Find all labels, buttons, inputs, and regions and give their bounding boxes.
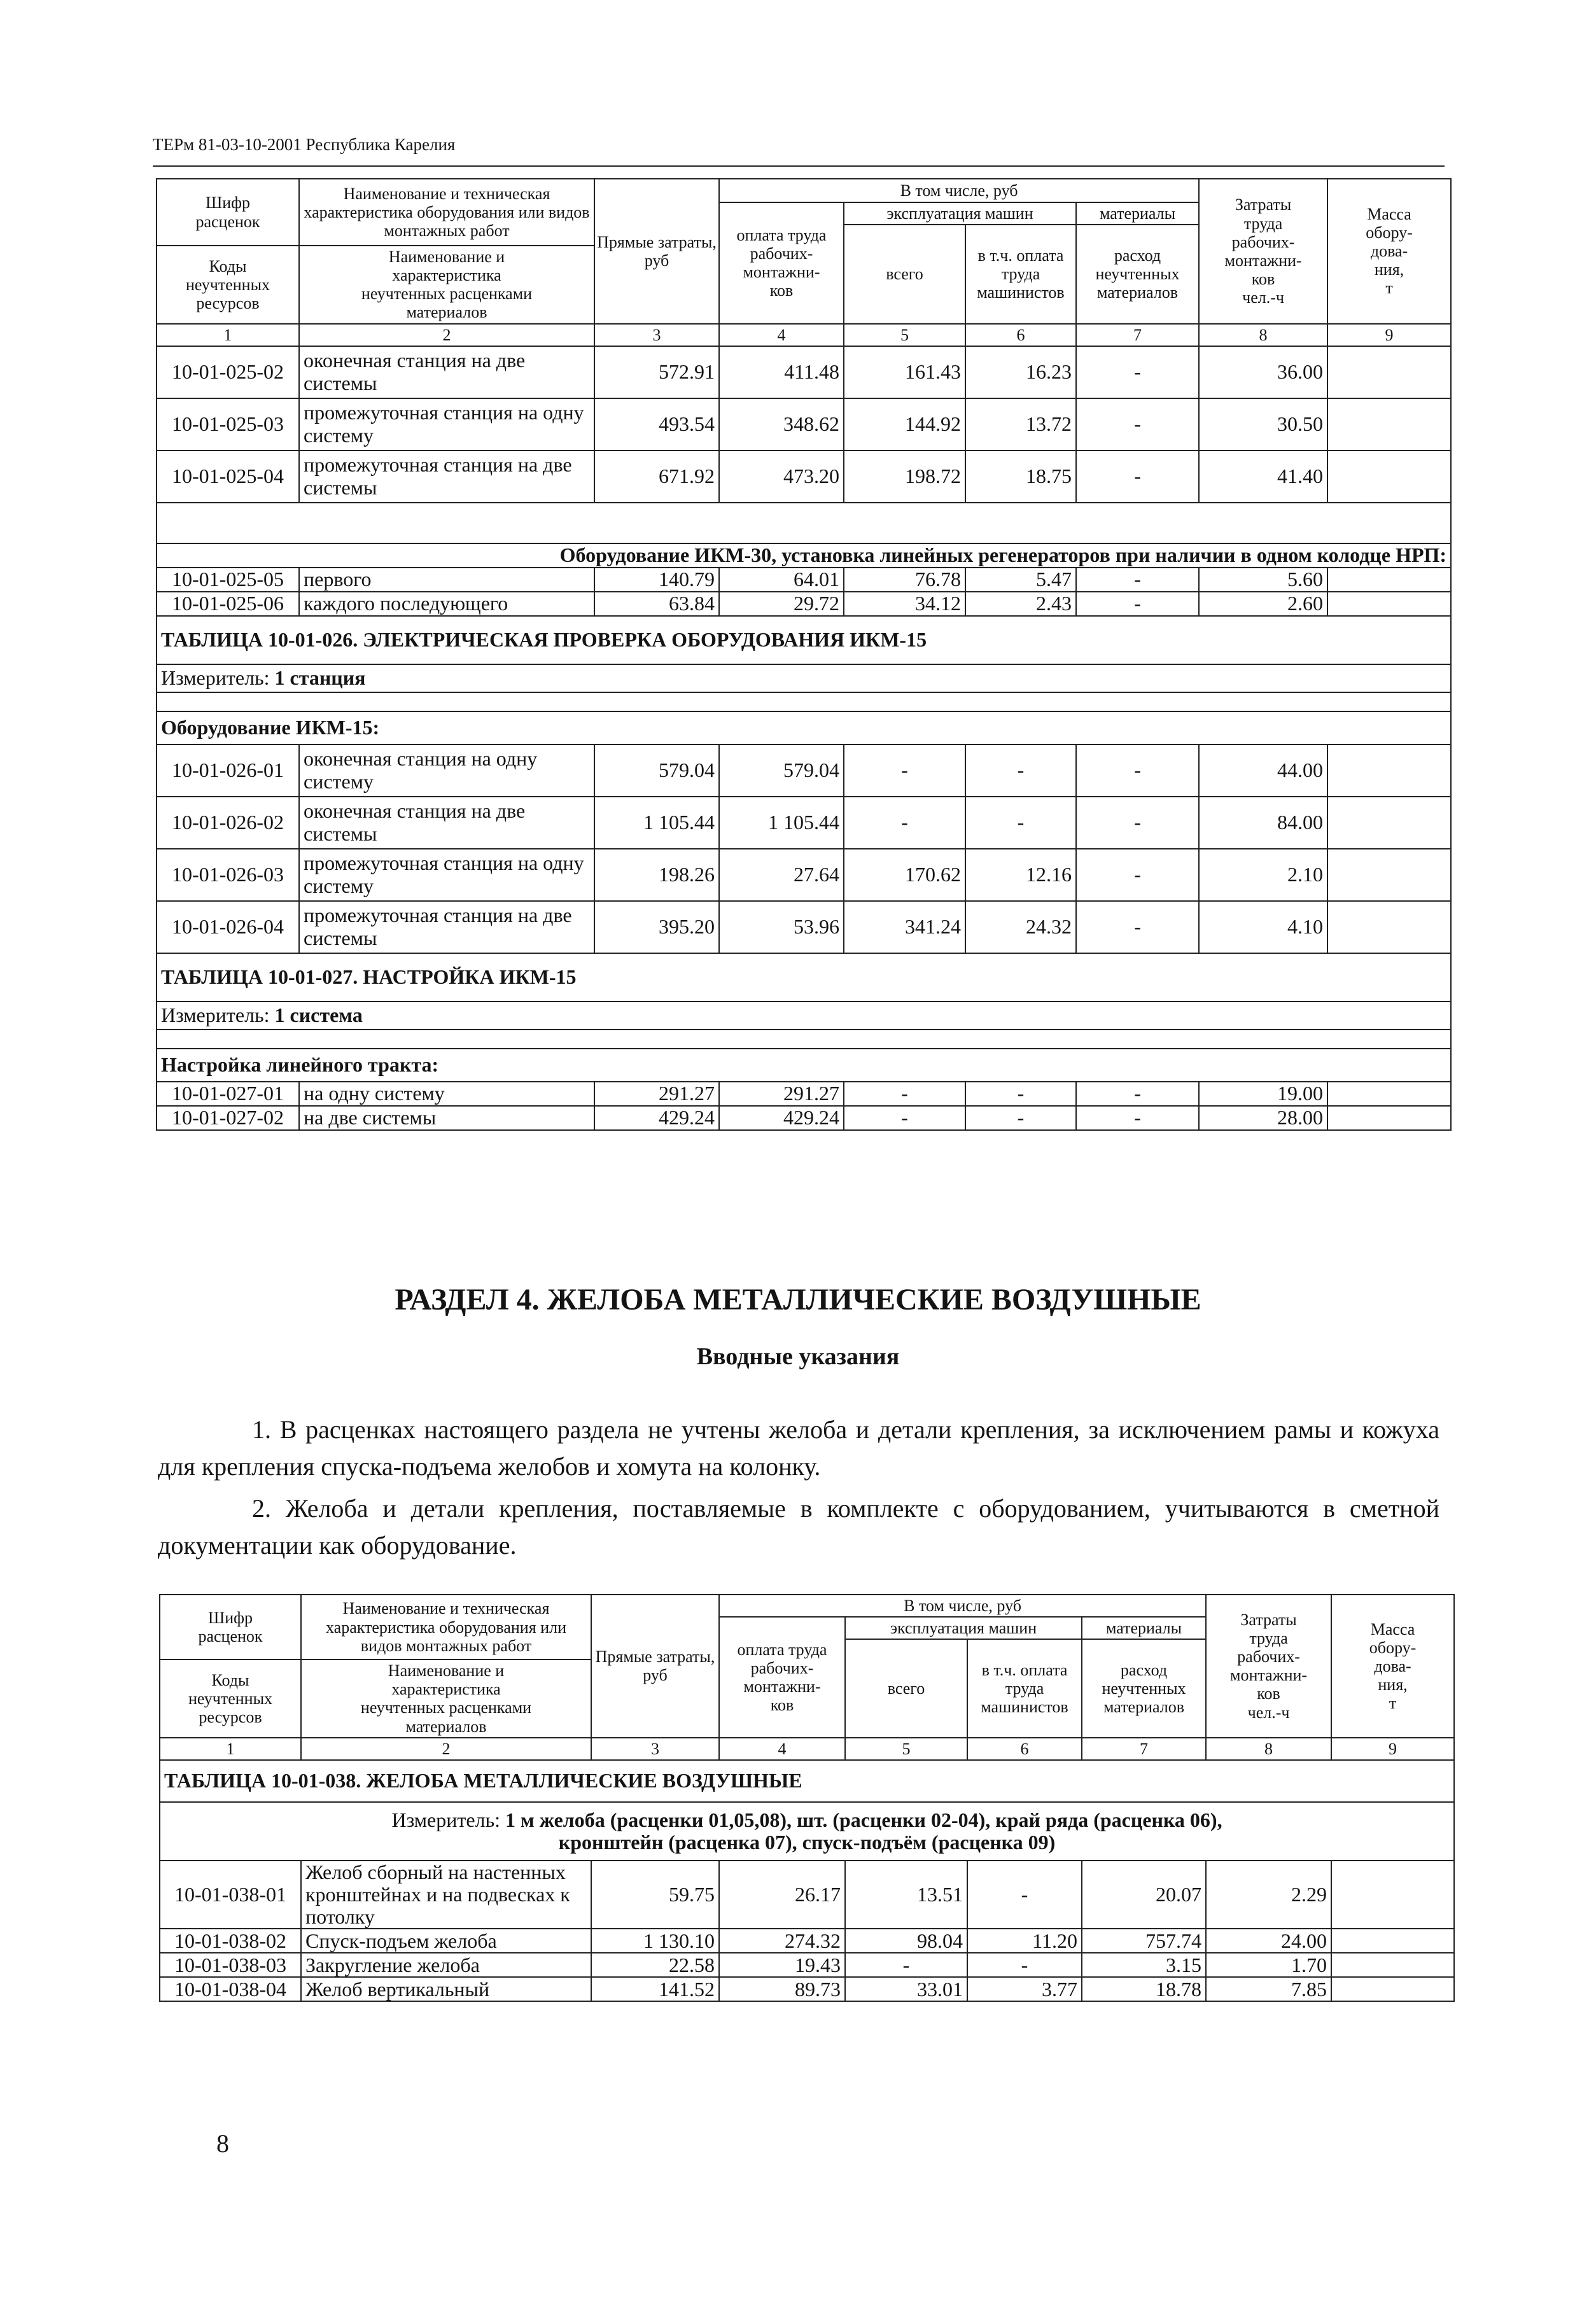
work-name: промежуточная станция на две системы <box>299 451 594 503</box>
col-header-machines: эксплуатация машин <box>844 202 1076 225</box>
rate-code: 10-01-038-04 <box>160 1977 301 2001</box>
mass <box>1331 1929 1454 1953</box>
machines-pay: - <box>965 1106 1076 1130</box>
rate-code: 10-01-038-01 <box>160 1861 301 1929</box>
col-header-name-unaccounted: Наименование и характеристика неучтенных расценками материалов <box>301 1660 591 1737</box>
labor-pay: 291.27 <box>719 1082 844 1106</box>
table-row <box>157 346 1451 398</box>
col-number: 6 <box>965 324 1076 346</box>
direct-cost: 572.91 <box>594 346 719 398</box>
section-subtitle: Вводные указания <box>696 1343 900 1370</box>
labor-pay: 411.48 <box>719 346 844 398</box>
machines-total: 34.12 <box>844 592 965 616</box>
direct-cost: 22.58 <box>591 1953 719 1977</box>
direct-cost: 140.79 <box>594 568 719 592</box>
table-row <box>157 1082 1451 1106</box>
mass <box>1327 901 1451 953</box>
work-name: оконечная станция на две системы <box>299 797 594 849</box>
col-number: 7 <box>1082 1738 1206 1760</box>
measure-unit: Измеритель: 1 м желоба (расценки 01,05,08), шт. (расценки 02-04), край ряда (расценка 06), кронштейн (расценка 07), спуск-подъём (расценка 09) <box>160 1802 1454 1861</box>
rate-code: 10-01-026-04 <box>157 901 299 953</box>
col-header-code: Шифр расценок <box>160 1595 301 1660</box>
materials: 18.78 <box>1082 1977 1206 2001</box>
machines-total: - <box>844 744 965 797</box>
measure-unit: Измеритель: 1 станция <box>157 664 1451 692</box>
col-header-direct: Прямые затраты, руб <box>594 179 719 324</box>
machines-pay: - <box>965 797 1076 849</box>
direct-cost: 63.84 <box>594 592 719 616</box>
work-name: первого <box>299 568 594 592</box>
materials: - <box>1076 744 1199 797</box>
rate-code: 10-01-026-01 <box>157 744 299 797</box>
direct-cost: 141.52 <box>591 1977 719 2001</box>
mass <box>1327 398 1451 451</box>
machines-total: 13.51 <box>845 1861 967 1929</box>
machines-pay: 2.43 <box>965 592 1076 616</box>
rate-code: 10-01-038-02 <box>160 1929 301 1953</box>
table-row <box>157 398 1451 451</box>
table-row <box>157 592 1451 616</box>
mass <box>1327 451 1451 503</box>
materials: - <box>1076 797 1199 849</box>
labor-hours: 19.00 <box>1199 1082 1327 1106</box>
machines-pay: 11.20 <box>967 1929 1082 1953</box>
work-name: на две системы <box>299 1106 594 1130</box>
labor-pay: 473.20 <box>719 451 844 503</box>
machines-total: 98.04 <box>845 1929 967 1953</box>
machines-total: - <box>844 797 965 849</box>
mass <box>1331 1861 1454 1929</box>
table-row <box>157 849 1451 901</box>
machines-total: 198.72 <box>844 451 965 503</box>
labor-hours: 2.29 <box>1206 1861 1331 1929</box>
mass <box>1327 1082 1451 1106</box>
rate-code: 10-01-025-06 <box>157 592 299 616</box>
col-number: 2 <box>301 1738 591 1760</box>
labor-hours: 4.10 <box>1199 901 1327 953</box>
table-row <box>157 1106 1451 1130</box>
materials: - <box>1076 568 1199 592</box>
machines-total: - <box>844 1106 965 1130</box>
col-number: 9 <box>1327 324 1451 346</box>
group-heading: Оборудование ИКМ-15: <box>157 711 1451 744</box>
work-name: оконечная станция на одну систему <box>299 744 594 797</box>
col-header-labor: Затраты труда рабочих- монтажни- ков чел.-ч <box>1206 1595 1331 1738</box>
labor-hours: 5.60 <box>1199 568 1327 592</box>
col-header-materials-unacc: расход неучтенных материалов <box>1082 1639 1206 1737</box>
rates-table-1 <box>156 178 1452 1131</box>
labor-pay: 19.43 <box>719 1953 845 1977</box>
col-header-machines: эксплуатация машин <box>845 1617 1082 1639</box>
labor-hours: 30.50 <box>1199 398 1327 451</box>
col-header-labor-pay: оплата труда рабочих- монтажни- ков <box>719 202 844 324</box>
table-row <box>160 1929 1454 1953</box>
materials: - <box>1076 346 1199 398</box>
col-header-labor: Затраты труда рабочих- монтажни- ков чел.-ч <box>1199 179 1327 324</box>
table-title: ТАБЛИЦА 10-01-027. НАСТРОЙКА ИКМ-15 <box>157 953 1451 1002</box>
table-row <box>157 568 1451 592</box>
rate-code: 10-01-026-03 <box>157 849 299 901</box>
col-header-machines-pay: в т.ч. оплата труда машинистов <box>967 1639 1082 1737</box>
intro-paragraph-2: 2. Желоба и детали крепления, поставляемые в комплекте с оборудованием, учитываются в сметной документации как оборудование. <box>158 1494 1439 1560</box>
measure-unit: Измеритель: 1 система <box>157 1002 1451 1030</box>
materials: - <box>1076 592 1199 616</box>
col-header-machines-total: всего <box>845 1639 967 1737</box>
direct-cost: 59.75 <box>591 1861 719 1929</box>
col-header-direct: Прямые затраты, руб <box>591 1595 719 1738</box>
work-name: промежуточная станция на одну систему <box>299 849 594 901</box>
col-number: 1 <box>160 1738 301 1760</box>
col-number: 3 <box>591 1738 719 1760</box>
labor-hours: 44.00 <box>1199 744 1327 797</box>
intro-paragraph-1: 1. В расценках настоящего раздела не учтены желоба и детали крепления, за исключением рамы и кожуха для крепления спуска-подъема желобов и хомута на колонку. <box>158 1415 1439 1481</box>
col-header-mass: Масса обору- дова- ния, т <box>1331 1595 1454 1738</box>
table-row <box>157 797 1451 849</box>
rate-code: 10-01-025-02 <box>157 346 299 398</box>
materials: - <box>1076 398 1199 451</box>
col-header-labor-pay: оплата труда рабочих- монтажни- ков <box>719 1617 845 1738</box>
direct-cost: 395.20 <box>594 901 719 953</box>
mass <box>1327 744 1451 797</box>
col-header-materials-unacc: расход неучтенных материалов <box>1076 225 1199 323</box>
direct-cost: 671.92 <box>594 451 719 503</box>
work-name: Желоб вертикальный <box>301 1977 591 2001</box>
labor-hours: 36.00 <box>1199 346 1327 398</box>
machines-pay: 16.23 <box>965 346 1076 398</box>
page-number: 8 <box>216 2129 229 2158</box>
col-number: 8 <box>1206 1738 1331 1760</box>
mass <box>1327 1106 1451 1130</box>
machines-pay: 12.16 <box>965 849 1076 901</box>
machines-total: 76.78 <box>844 568 965 592</box>
table-row <box>157 451 1451 503</box>
machines-pay: - <box>967 1861 1082 1929</box>
col-number: 6 <box>967 1738 1082 1760</box>
rate-code: 10-01-025-04 <box>157 451 299 503</box>
materials: 757.74 <box>1082 1929 1206 1953</box>
machines-pay: 24.32 <box>965 901 1076 953</box>
work-name: Спуск-подъем желоба <box>301 1929 591 1953</box>
rate-code: 10-01-027-02 <box>157 1106 299 1130</box>
materials: - <box>1076 451 1199 503</box>
table-row <box>157 901 1451 953</box>
col-header-name: Наименование и техническая характеристика оборудования или видов монтажных работ <box>301 1595 591 1660</box>
col-number: 8 <box>1199 324 1327 346</box>
labor-pay: 348.62 <box>719 398 844 451</box>
work-name: промежуточная станция на две системы <box>299 901 594 953</box>
machines-pay: - <box>967 1953 1082 1977</box>
labor-pay: 53.96 <box>719 901 844 953</box>
rate-code: 10-01-025-03 <box>157 398 299 451</box>
direct-cost: 1 130.10 <box>591 1929 719 1953</box>
header-rule <box>153 165 1445 167</box>
labor-pay: 274.32 <box>719 1929 845 1953</box>
col-header-including: В том числе, руб <box>719 179 1199 202</box>
col-number: 5 <box>844 324 965 346</box>
work-name: промежуточная станция на одну систему <box>299 398 594 451</box>
table-row <box>160 1953 1454 1977</box>
col-number: 7 <box>1076 324 1199 346</box>
materials: 20.07 <box>1082 1861 1206 1929</box>
labor-pay: 1 105.44 <box>719 797 844 849</box>
direct-cost: 198.26 <box>594 849 719 901</box>
materials: 3.15 <box>1082 1953 1206 1977</box>
machines-pay: - <box>965 744 1076 797</box>
materials: - <box>1076 849 1199 901</box>
col-number: 9 <box>1331 1738 1454 1760</box>
labor-hours: 2.10 <box>1199 849 1327 901</box>
labor-hours: 28.00 <box>1199 1106 1327 1130</box>
running-header: ТЕРм 81-03-10-2001 Республика Карелия <box>153 135 456 154</box>
labor-pay: 27.64 <box>719 849 844 901</box>
direct-cost: 429.24 <box>594 1106 719 1130</box>
col-header-codes-unaccounted: Коды неучтенных ресурсов <box>160 1660 301 1737</box>
machines-pay: 18.75 <box>965 451 1076 503</box>
labor-pay: 29.72 <box>719 592 844 616</box>
machines-pay: - <box>965 1082 1076 1106</box>
labor-pay: 579.04 <box>719 744 844 797</box>
labor-hours: 2.60 <box>1199 592 1327 616</box>
col-header-machines-pay: в т.ч. оплата труда машинистов <box>965 225 1076 323</box>
labor-hours: 41.40 <box>1199 451 1327 503</box>
rates-table-2 <box>159 1594 1455 2002</box>
direct-cost: 1 105.44 <box>594 797 719 849</box>
mass <box>1327 592 1451 616</box>
mass <box>1327 346 1451 398</box>
mass <box>1331 1977 1454 2001</box>
col-number: 1 <box>157 324 299 346</box>
materials: - <box>1076 1106 1199 1130</box>
col-header-mass: Масса обору- дова- ния, т <box>1327 179 1451 324</box>
machines-total: 161.43 <box>844 346 965 398</box>
rate-code: 10-01-038-03 <box>160 1953 301 1977</box>
mass <box>1327 568 1451 592</box>
labor-pay: 64.01 <box>719 568 844 592</box>
col-header-materials: материалы <box>1076 202 1199 225</box>
machines-total: - <box>845 1953 967 1977</box>
col-number: 3 <box>594 324 719 346</box>
direct-cost: 291.27 <box>594 1082 719 1106</box>
labor-hours: 1.70 <box>1206 1953 1331 1977</box>
machines-total: 170.62 <box>844 849 965 901</box>
labor-hours: 7.85 <box>1206 1977 1331 2001</box>
machines-total: - <box>844 1082 965 1106</box>
mass <box>1327 797 1451 849</box>
col-header-name: Наименование и техническая характеристика оборудования или видов монтажных работ <box>299 179 594 246</box>
direct-cost: 493.54 <box>594 398 719 451</box>
col-number: 2 <box>299 324 594 346</box>
section-title: РАЗДЕЛ 4. ЖЕЛОБА МЕТАЛЛИЧЕСКИЕ ВОЗДУШНЫЕ <box>395 1283 1201 1317</box>
rate-code: 10-01-026-02 <box>157 797 299 849</box>
machines-pay: 13.72 <box>965 398 1076 451</box>
col-header-including: В том числе, руб <box>719 1595 1206 1617</box>
col-header-codes-unaccounted: Коды неучтенных ресурсов <box>157 246 299 323</box>
col-header-machines-total: всего <box>844 225 965 323</box>
machines-pay: 5.47 <box>965 568 1076 592</box>
col-header-code: Шифр расценок <box>157 179 299 246</box>
col-header-name-unaccounted: Наименование и характеристика неучтенных расценками материалов <box>299 246 594 323</box>
work-name: Закругление желоба <box>301 1953 591 1977</box>
labor-pay: 26.17 <box>719 1861 845 1929</box>
labor-hours: 84.00 <box>1199 797 1327 849</box>
col-number: 4 <box>719 324 844 346</box>
machines-total: 33.01 <box>845 1977 967 2001</box>
machines-pay: 3.77 <box>967 1977 1082 2001</box>
table-title: ТАБЛИЦА 10-01-026. ЭЛЕКТРИЧЕСКАЯ ПРОВЕРКА ОБОРУДОВАНИЯ ИКМ-15 <box>157 616 1451 664</box>
mass <box>1331 1953 1454 1977</box>
mass <box>1327 849 1451 901</box>
table-title: ТАБЛИЦА 10-01-038. ЖЕЛОБА МЕТАЛЛИЧЕСКИЕ ВОЗДУШНЫЕ <box>160 1760 1454 1802</box>
materials: - <box>1076 901 1199 953</box>
labor-hours: 24.00 <box>1206 1929 1331 1953</box>
machines-total: 144.92 <box>844 398 965 451</box>
work-name: оконечная станция на две системы <box>299 346 594 398</box>
work-name: на одну систему <box>299 1082 594 1106</box>
direct-cost: 579.04 <box>594 744 719 797</box>
table-row <box>160 1977 1454 2001</box>
table-row <box>160 1861 1454 1929</box>
work-name: Желоб сборный на настенных кронштейнах и на подвесках к потолку <box>301 1861 591 1929</box>
table-row <box>157 744 1451 797</box>
rate-code: 10-01-025-05 <box>157 568 299 592</box>
labor-pay: 429.24 <box>719 1106 844 1130</box>
labor-pay: 89.73 <box>719 1977 845 2001</box>
group-heading: Настройка линейного тракта: <box>157 1049 1451 1082</box>
machines-total: 341.24 <box>844 901 965 953</box>
col-number: 5 <box>845 1738 967 1760</box>
work-name: каждого последующего <box>299 592 594 616</box>
col-number: 4 <box>719 1738 845 1760</box>
group-heading: Оборудование ИКМ-30, установка линейных регенераторов при наличии в одном колодце НРП: <box>157 543 1451 568</box>
materials: - <box>1076 1082 1199 1106</box>
col-header-materials: материалы <box>1082 1617 1206 1639</box>
rate-code: 10-01-027-01 <box>157 1082 299 1106</box>
